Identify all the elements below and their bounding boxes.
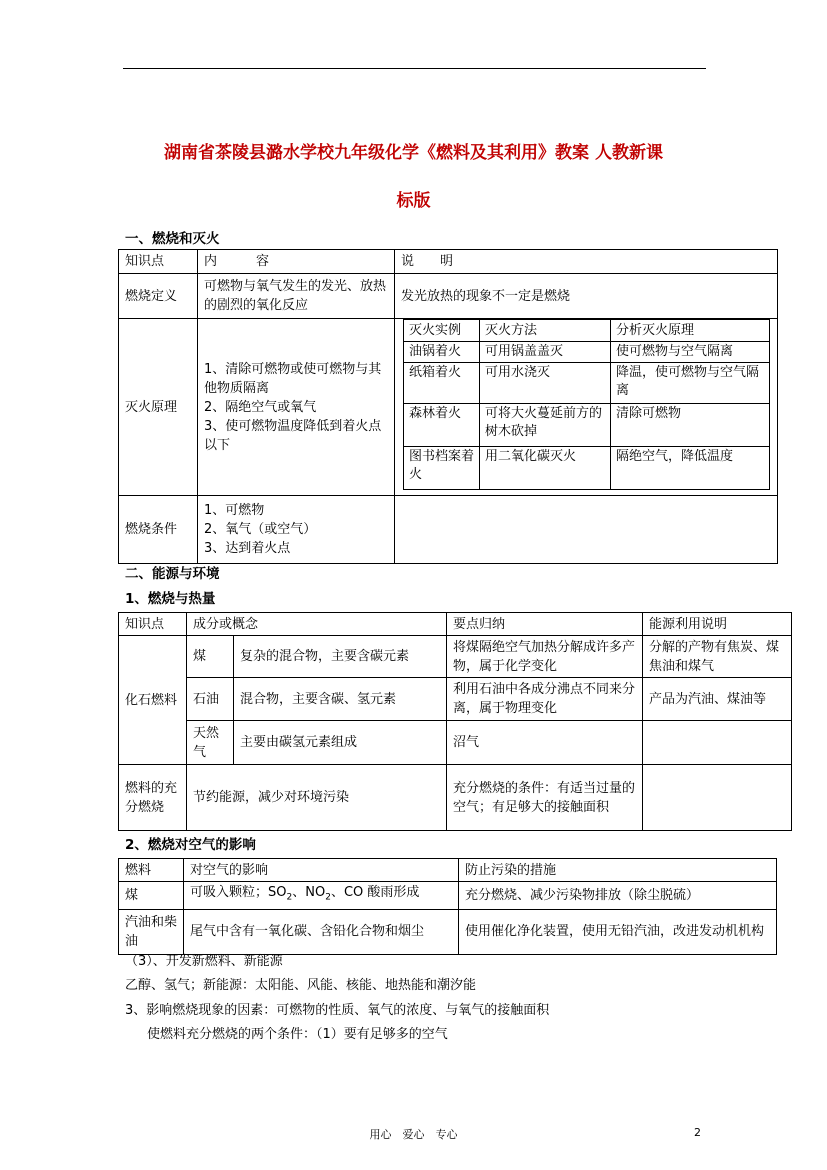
full-combustion-concept: 节约能源，减少对环境污染 bbox=[187, 765, 447, 831]
t3-header-impact: 对空气的影响 bbox=[184, 859, 459, 882]
oil-concept: 混合物，主要含碳、氢元素 bbox=[234, 678, 447, 721]
row-def-content: 可燃物与氧气发生的发光、放热的剧烈的氧化反应 bbox=[198, 274, 395, 319]
gas-usage bbox=[643, 721, 792, 765]
fire-row4-method: 用二氧化碳灭火 bbox=[480, 447, 611, 490]
fire-row3-method: 可将大火蔓延前方的树木砍掉 bbox=[480, 404, 611, 447]
fire-row1-example: 油锅着火 bbox=[404, 342, 480, 363]
t2-header-usage: 能源利用说明 bbox=[643, 613, 792, 636]
air-impact-table bbox=[118, 858, 777, 955]
coal-name: 煤 bbox=[187, 636, 234, 678]
row-def-note: 发光放热的现象不一定是燃烧 bbox=[395, 274, 778, 319]
row-cond-key: 燃烧条件 bbox=[119, 496, 198, 564]
row-cond-content: 1、可燃物 2、氧气（或空气） 3、达到着火点 bbox=[198, 496, 395, 564]
t2-header-points: 要点归纳 bbox=[447, 613, 643, 636]
section2-sub2: 2、燃烧对空气的影响 bbox=[125, 837, 256, 853]
fire-row4-example: 图书档案着火 bbox=[404, 447, 480, 490]
row-cond-empty bbox=[395, 496, 778, 564]
gas-name: 天然气 bbox=[187, 721, 234, 765]
doc-title-line1: 湖南省茶陵县潞水学校九年级化学《燃料及其利用》教案 人教新课 bbox=[164, 143, 663, 163]
gas-concept: 主要由碳氢元素组成 bbox=[234, 721, 447, 765]
fire-header-principle: 分析灭火原理 bbox=[611, 320, 770, 342]
doc-title-line2: 标版 bbox=[396, 191, 431, 211]
header-knowledge: 知识点 bbox=[119, 250, 198, 274]
page-footer: 用心 爱心 专心 bbox=[369, 1128, 458, 1141]
row-def-key: 燃烧定义 bbox=[119, 274, 198, 319]
fire-row1-principle: 使可燃物与空气隔离 bbox=[611, 342, 770, 363]
t2-header-knowledge: 知识点 bbox=[119, 613, 187, 636]
fire-row2-method: 可用水浇灭 bbox=[480, 363, 611, 404]
coal-concept: 复杂的混合物，主要含碳元素 bbox=[234, 636, 447, 678]
section1-heading: 一、燃烧和灭火 bbox=[125, 231, 220, 247]
paragraph-new-energy: 乙醇、氢气；新能源：太阳能、风能、核能、地热能和潮汐能 bbox=[125, 978, 477, 993]
oil-name: 石油 bbox=[187, 678, 234, 721]
t3-oil-impact: 尾气中含有一氧化碳、含铅化合物和烟尘 bbox=[184, 909, 459, 954]
paragraph-new-fuels: （3）、开发新燃料、新能源 bbox=[125, 954, 283, 969]
paragraph-conditions: 使燃料充分燃烧的两个条件：（1）要有足够多的空气 bbox=[147, 1027, 448, 1042]
energy-table bbox=[118, 612, 792, 831]
fire-examples-table bbox=[403, 319, 770, 490]
full-combustion-points: 充分燃烧的条件：有适当过量的空气；有足够大的接触面积 bbox=[447, 765, 643, 831]
t3-coal-fuel: 煤 bbox=[119, 882, 184, 910]
t3-header-measures: 防止污染的措施 bbox=[459, 859, 777, 882]
coal-usage: 分解的产物有焦炭、煤焦油和煤气 bbox=[643, 636, 792, 678]
oil-usage: 产品为汽油、煤油等 bbox=[643, 678, 792, 721]
full-combustion-usage bbox=[643, 765, 792, 831]
oil-points: 利用石油中各成分沸点不同来分离，属于物理变化 bbox=[447, 678, 643, 721]
fire-header-method: 灭火方法 bbox=[480, 320, 611, 342]
t2-header-concept: 成分或概念 bbox=[187, 613, 447, 636]
section2-heading: 二、能源与环境 bbox=[125, 566, 220, 582]
fire-row2-example: 纸箱着火 bbox=[404, 363, 480, 404]
fire-row3-principle: 清除可燃物 bbox=[611, 404, 770, 447]
fire-row4-principle: 隔绝空气，降低温度 bbox=[611, 447, 770, 490]
header-rule bbox=[123, 68, 706, 69]
full-combustion-label: 燃料的充分燃烧 bbox=[119, 765, 187, 831]
gas-points: 沼气 bbox=[447, 721, 643, 765]
t3-oil-measures: 使用催化净化装置，使用无铅汽油，改进发动机机构 bbox=[459, 909, 777, 954]
t3-oil-fuel: 汽油和柴油 bbox=[119, 909, 184, 954]
row-ext-key: 灭火原理 bbox=[119, 319, 198, 496]
fire-row2-principle: 降温，使可燃物与空气隔离 bbox=[611, 363, 770, 404]
fire-row3-example: 森林着火 bbox=[404, 404, 480, 447]
page-number: 2 bbox=[694, 1126, 701, 1139]
row-ext-content: 1、清除可燃物或使可燃物与其他物质隔离 2、隔绝空气或氧气 3、使可燃物温度降低到着火点以下 bbox=[198, 319, 395, 496]
section2-sub1: 1、燃烧与热量 bbox=[125, 591, 216, 607]
coal-points: 将煤隔绝空气加热分解成许多产物，属于化学变化 bbox=[447, 636, 643, 678]
fire-row1-method: 可用锅盖盖灭 bbox=[480, 342, 611, 363]
fossil-fuel-label: 化石燃料 bbox=[119, 636, 187, 765]
header-content: 内 容 bbox=[198, 250, 395, 274]
t3-coal-measures: 充分燃烧、减少污染物排放（除尘脱硫） bbox=[459, 882, 777, 910]
paragraph-factors: 3、影响燃烧现象的因素：可燃物的性质、氧气的浓度、与氧气的接触面积 bbox=[125, 1003, 550, 1018]
header-note: 说 明 bbox=[395, 250, 778, 274]
t3-header-fuel: 燃料 bbox=[119, 859, 184, 882]
t3-coal-impact: 可吸入颗粒；$SO_2$、$NO_2$、CO 酸雨形成 bbox=[184, 882, 459, 910]
fire-header-example: 灭火实例 bbox=[404, 320, 480, 342]
